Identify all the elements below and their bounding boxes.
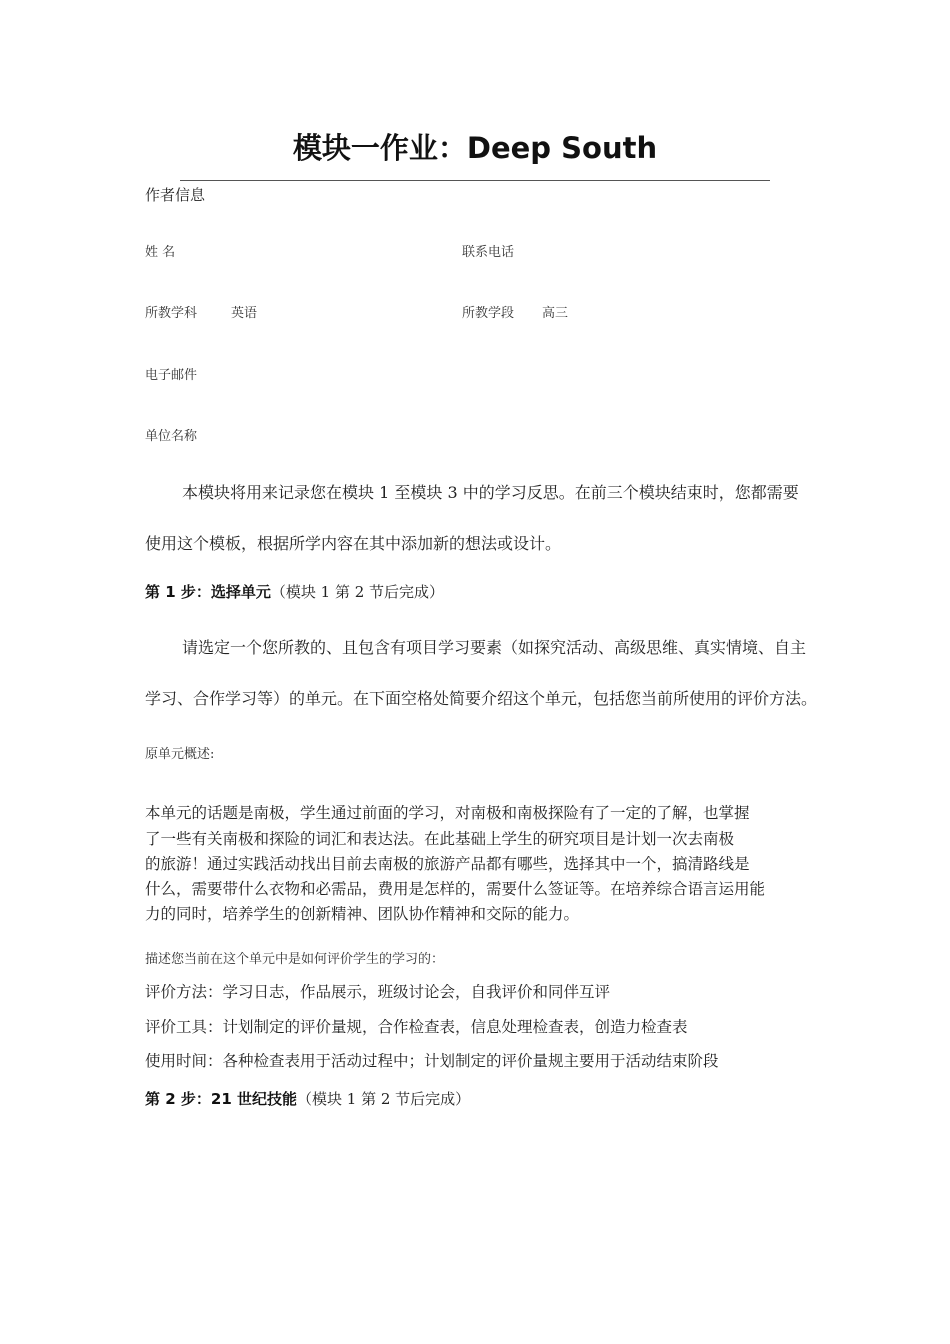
email-label: 电子邮件 [145, 368, 198, 383]
subject-value: 英语 [231, 306, 258, 321]
step1-heading-bold: 第 1 步：选择单元 [145, 583, 271, 601]
assessment-method: 评价方法：学习日志，作品展示，班级讨论会，自我评价和同伴互评 [145, 983, 611, 1001]
grade-label: 所教学段 [462, 306, 515, 321]
overview-label: 原单元概述: [145, 747, 215, 762]
author-info-heading: 作者信息 [145, 186, 206, 204]
phone-label: 联系电话 [462, 245, 515, 260]
intro-line-1: 本模块将用来记录您在模块 1 至模块 3 中的学习反思。在前三个模块结束时，您都需要 [182, 483, 799, 502]
grade-value: 高三 [542, 306, 569, 321]
step2-heading [145, 1088, 470, 1109]
intro-line-2: 使用这个模板，根据所学内容在其中添加新的想法或设计。 [145, 534, 562, 553]
step2-heading-bold: 第 2 步：21 世纪技能 [145, 1090, 297, 1108]
title-divider [180, 180, 770, 181]
step1-heading [145, 581, 444, 602]
assessment-tools: 评价工具：计划制定的评价量规，合作检查表，信息处理检查表，创造力检查表 [145, 1018, 688, 1036]
assessment-time: 使用时间：各种检查表用于活动过程中；计划制定的评价量规主要用于活动结束阶段 [145, 1052, 719, 1070]
overview-line: 什么，需要带什么衣物和必需品，费用是怎样的，需要什么签证等。在培养综合语言运用能 [145, 880, 766, 898]
org-label: 单位名称 [145, 429, 198, 444]
assessment-prompt: 描述您当前在这个单元中是如何评价学生的学习的： [145, 952, 445, 967]
overview-line: 力的同时，培养学生的创新精神、团队协作精神和交际的能力。 [145, 905, 580, 923]
name-label: 姓 名 [145, 245, 176, 260]
step1-heading-note: （模块 1 第 2 节后完成） [270, 583, 445, 601]
overview-line: 了一些有关南极和探险的词汇和表达法。在此基础上学生的研究项目是计划一次去南极 [145, 830, 735, 848]
step1-instruction-line-1: 请选定一个您所教的、且包含有项目学习要素（如探究活动、高级思维、真实情境、自主 [182, 638, 807, 657]
step1-instruction-line-2: 学习、合作学习等）的单元。在下面空格处简要介绍这个单元，包括您当前所使用的评价方法。 [145, 689, 818, 708]
page-title: 模块一作业：Deep South [292, 131, 658, 165]
overview-line: 的旅游！通过实践活动找出目前去南极的旅游产品都有哪些，选择其中一个，搞清路线是 [145, 855, 750, 873]
step2-heading-note: （模块 1 第 2 节后完成） [296, 1090, 471, 1108]
subject-label: 所教学科 [145, 306, 198, 321]
overview-line: 本单元的话题是南极，学生通过前面的学习，对南极和南极探险有了一定的了解，也掌握 [145, 804, 750, 822]
